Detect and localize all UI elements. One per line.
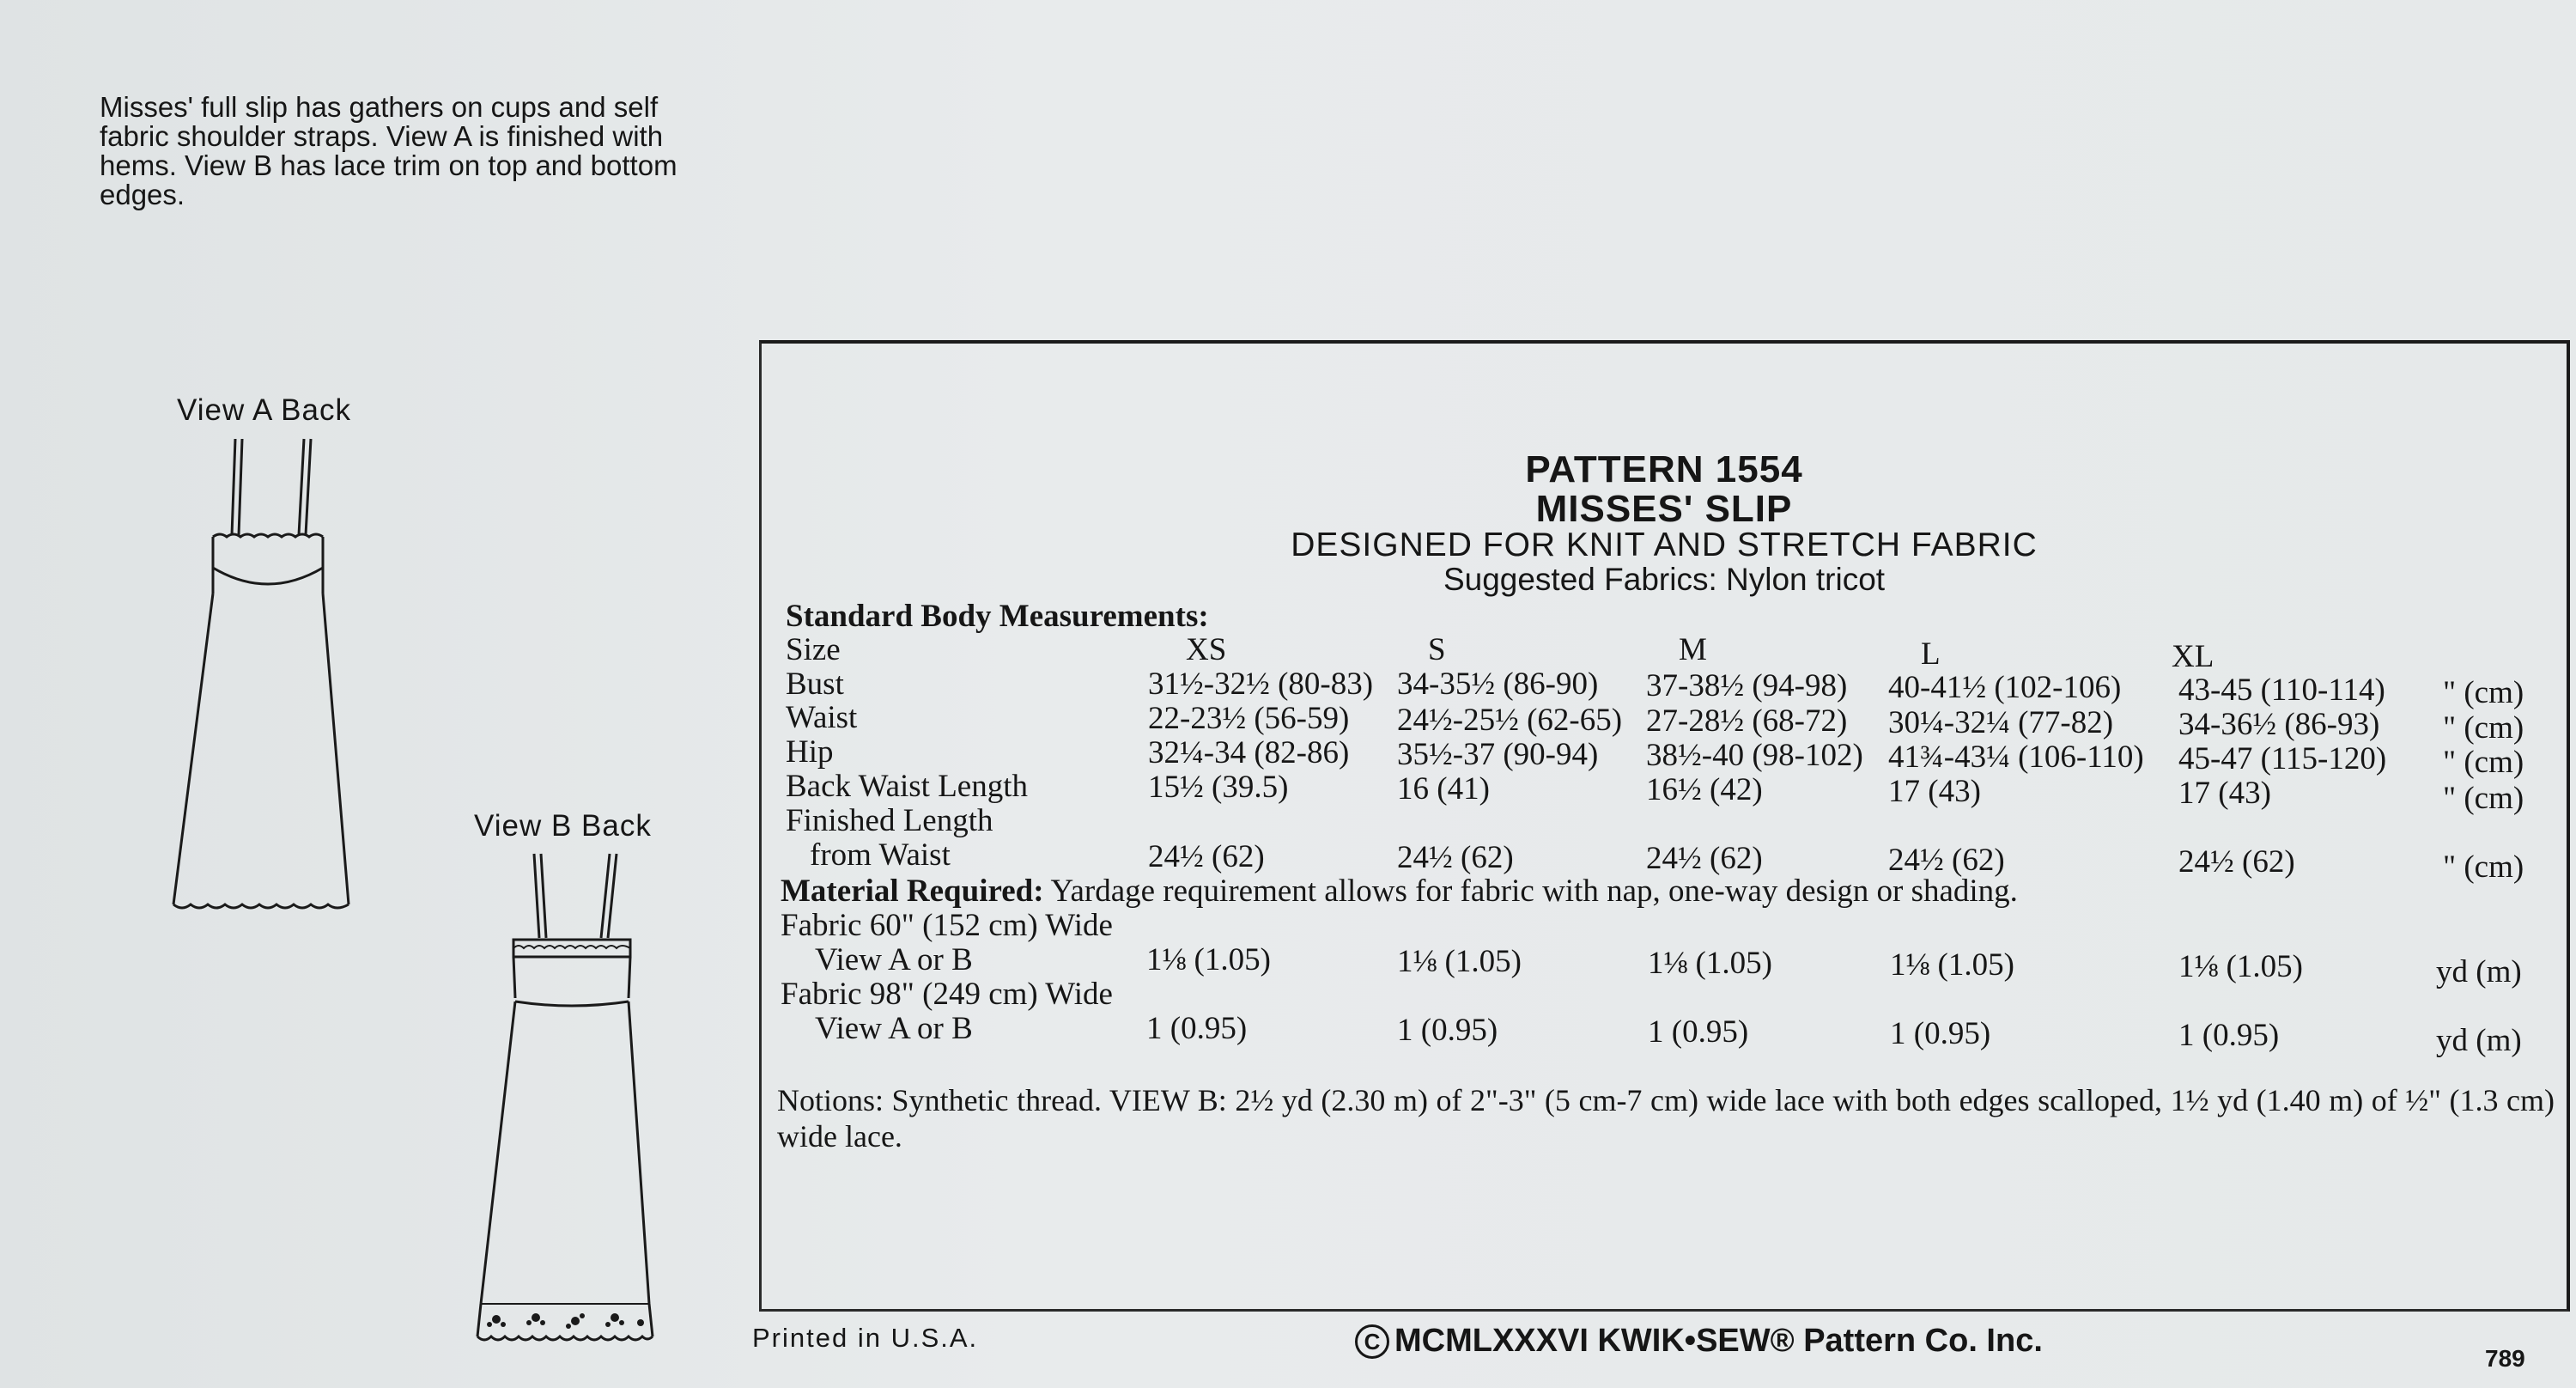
bust-l: 40-41½ (102-106) (1888, 670, 2122, 705)
back-waist-m: 16½ (42) (1646, 772, 1763, 807)
suggested-fabrics: Suggested Fabrics: Nylon tricot (1443, 562, 1886, 597)
hip-s: 35½-37 (90-94) (1397, 737, 1599, 772)
hip-unit: " (cm) (2443, 745, 2524, 780)
copyright-symbol-icon: C (1355, 1324, 1389, 1359)
waist-xs: 22-23½ (56-59) (1148, 701, 1350, 736)
finished-length-unit: " (cm) (2443, 849, 2524, 885)
finished-length-m: 24½ (62) (1646, 841, 1763, 876)
view-a-label: View A Back (177, 393, 351, 427)
fabric-60-m: 1⅛ (1.05) (1648, 946, 1772, 981)
material-required (781, 874, 2018, 909)
view-a-left-strap (232, 439, 242, 535)
hip-m: 38½-40 (98-102) (1646, 738, 1863, 773)
fabric-60-s: 1⅛ (1.05) (1397, 944, 1522, 979)
finished-length-xl: 24½ (62) (2178, 844, 2295, 880)
hip-xs: 32¼-34 (82-86) (1148, 735, 1350, 770)
fabric-98-label: Fabric 98" (249 cm) Wide (781, 977, 1113, 1012)
printed-in: Printed in U.S.A. (752, 1323, 979, 1353)
size-label: Size (786, 632, 841, 667)
size-m: M (1679, 632, 1707, 667)
row-label-bust: Bust (786, 667, 844, 702)
row-sublabel-from-waist: from Waist (810, 837, 951, 873)
bust-m: 37-38½ (94-98) (1646, 668, 1848, 703)
view-a-hem (173, 904, 349, 908)
waist-m: 27-28½ (68-72) (1646, 703, 1848, 739)
fabric-60-l: 1⅛ (1.05) (1890, 947, 2014, 983)
copyright-line (1355, 1323, 2043, 1360)
pattern-info-box (759, 340, 2570, 1312)
view-a-right-strap (299, 439, 311, 535)
waist-unit: " (cm) (2443, 710, 2524, 746)
bust-unit: " (cm) (2443, 675, 2524, 710)
waist-l: 30¼-32¼ (77-82) (1888, 705, 2114, 740)
back-waist-s: 16 (41) (1397, 771, 1490, 807)
row-label-hip: Hip (786, 734, 834, 770)
pattern-description: Misses' full slip has gathers on cups and self fabric shoulder straps. View A is finished with hems. View B has lace trim on top and bottom edges. (100, 91, 677, 210)
view-b-lace-flowers (487, 1313, 644, 1329)
fabric-60-xl: 1⅛ (1.05) (2178, 949, 2303, 984)
view-b-sides (481, 1001, 649, 1304)
finished-length-l: 24½ (62) (1888, 843, 2005, 878)
fabric-98-xs: 1 (0.95) (1146, 1011, 1248, 1046)
view-b-back-illustration (472, 850, 661, 1348)
designed-for: DESIGNED FOR KNIT AND STRETCH FABRIC (1291, 527, 2038, 563)
pattern-number: PATTERN 1554 (1525, 448, 1803, 490)
row-label-waist: Waist (786, 700, 858, 735)
page-number: 789 (2485, 1345, 2525, 1372)
back-waist-l: 17 (43) (1888, 774, 1981, 809)
fabric-98-l: 1 (0.95) (1890, 1016, 1991, 1051)
back-waist-xl: 17 (43) (2178, 776, 2271, 811)
measurements-heading: Standard Body Measurements: (786, 599, 1209, 634)
waist-xl: 34-36½ (86-93) (2178, 707, 2380, 742)
view-a-top-edge (213, 534, 323, 537)
fabric-60-sublabel: View A or B (815, 942, 973, 977)
row-label-back-waist-length: Back Waist Length (786, 769, 1028, 804)
size-l: L (1921, 636, 1941, 672)
view-b-hem-lace (477, 1336, 653, 1340)
material-heading: Material Required: (781, 874, 1044, 909)
back-waist-xs: 15½ (39.5) (1148, 770, 1289, 805)
view-a-bust-seam (213, 568, 323, 584)
hip-xl: 45-47 (115-120) (2178, 741, 2387, 776)
fabric-60-label: Fabric 60" (152 cm) Wide (781, 908, 1113, 943)
size-s: S (1428, 632, 1446, 667)
size-xl: XL (2172, 639, 2215, 674)
waist-s: 24½-25½ (62-65) (1397, 703, 1623, 738)
view-b-label: View B Back (474, 809, 652, 843)
finished-length-s: 24½ (62) (1397, 840, 1514, 875)
fabric-98-sublabel: View A or B (815, 1011, 973, 1046)
view-b-bust-seam (515, 1001, 629, 1006)
back-waist-unit: " (cm) (2443, 781, 2524, 816)
row-label-finished-length: Finished Length (786, 803, 993, 838)
hip-l: 41¾-43¼ (106-110) (1888, 740, 2144, 775)
bust-xl: 43-45 (110-114) (2178, 673, 2385, 708)
pattern-name: MISSES' SLIP (1535, 488, 1793, 530)
bust-s: 34-35½ (86-90) (1397, 667, 1599, 702)
copyright-text: MCMLXXXVI KWIK•SEW® Pattern Co. Inc. (1394, 1323, 2043, 1359)
fabric-98-xl: 1 (0.95) (2178, 1018, 2280, 1053)
fabric-98-m: 1 (0.95) (1648, 1014, 1749, 1050)
view-a-back-illustration (163, 434, 361, 932)
bust-xs: 31½-32½ (80-83) (1148, 667, 1374, 702)
view-a-sides (173, 594, 349, 904)
notions: Notions: Synthetic thread. VIEW B: 2½ yd (2.30 m) of 2"-3" (5 cm-7 cm) wide lace with both edges scalloped, 1½ yd (1.40 m) of ½" (1.3 cm) wide lace. (777, 1083, 2555, 1154)
size-xs: XS (1186, 632, 1227, 667)
fabric-98-unit: yd (m) (2436, 1023, 2522, 1058)
view-b-top-lace (513, 940, 630, 957)
fabric-60-unit: yd (m) (2436, 954, 2522, 989)
material-note: Yardage requirement allows for fabric with nap, one-way design or shading. (1050, 874, 2018, 909)
fabric-60-xs: 1⅛ (1.05) (1146, 942, 1271, 977)
fabric-98-s: 1 (0.95) (1397, 1013, 1498, 1048)
view-b-right-strap (601, 854, 617, 938)
finished-length-xs: 24½ (62) (1148, 839, 1265, 874)
view-b-left-strap (534, 854, 546, 938)
